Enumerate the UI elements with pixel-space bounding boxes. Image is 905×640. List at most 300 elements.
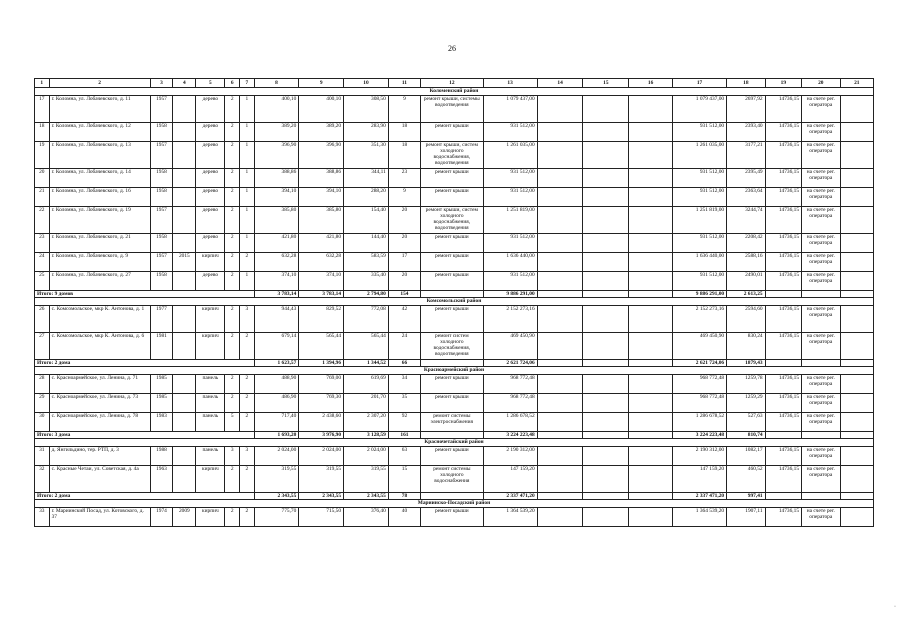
residential-area-cell: 769,00 [299,374,344,393]
empty-cell [840,332,873,359]
empty-cell [629,431,673,439]
private-area-cell: 154,40 [344,206,389,233]
owners-funds-cell: 931 512,00 [672,122,726,141]
row-number: 21 [35,187,50,206]
row-number: 33 [35,507,50,526]
column-number-row [35,79,874,88]
column-number-cell: 7 [240,79,255,88]
column-number-cell: 10 [344,79,389,88]
empty-cell [421,431,483,439]
residents-sum: 161 [388,431,420,439]
work-type-cell: ремонт крыши [421,446,483,465]
work-type-cell: ремонт крыши [421,271,483,290]
fund-cell [537,206,583,233]
work-type-cell: ремонт крыши [421,305,483,332]
limit-cost-cell: 14736,15 [765,374,801,393]
wall-material-cell: кирпич [196,507,225,526]
residents-cell: 63 [388,446,420,465]
entrances-cell: 2 [240,332,255,359]
total-label: Итого: 9 домов [35,290,255,298]
residential-area-sum: 1 394,96 [299,359,344,367]
account-cell: на счете рег. оператора [802,206,841,233]
unit-cost-cell: 3177,21 [727,141,766,168]
empty-cell [537,431,583,439]
empty-cell [840,233,873,252]
owners-funds-cell: 147 159,20 [672,465,726,492]
row-number: 17 [35,95,50,122]
budget-cell [583,252,629,271]
fund-cell [537,305,583,332]
district-total-row [35,290,874,298]
repair-program-table [34,78,874,527]
year-reconstruction-cell [173,233,196,252]
empty-cell [802,290,841,298]
year-reconstruction-cell [173,122,196,141]
empty-cell [840,465,873,492]
unit-cost-avg: 2 613,25 [727,290,766,298]
account-cell: на счете рег. оператора [802,141,841,168]
row-number: 25 [35,271,50,290]
row-number: 26 [35,305,50,332]
empty-cell [765,359,801,367]
year-built-cell: 1977 [150,305,173,332]
cost-sum: 2 621 724,06 [483,359,537,367]
limit-cost-cell: 14736,15 [765,393,801,412]
work-type-cell: ремонт крыши [421,168,483,187]
column-number-cell: 17 [672,79,726,88]
empty-cell [840,374,873,393]
floors-cell: 2 [225,141,240,168]
floors-cell: 2 [225,187,240,206]
empty-cell [840,492,873,500]
entrances-cell: 1 [240,168,255,187]
empty-cell [840,271,873,290]
account-cell: на счете рег. оператора [802,271,841,290]
unit-cost-avg: 1879,43 [727,359,766,367]
residents-cell: 20 [388,233,420,252]
floors-cell: 5 [225,412,240,431]
owners-funds-cell: 1 251 819,00 [672,206,726,233]
column-number-cell: 18 [727,79,766,88]
residents-cell: 24 [388,332,420,359]
total-area-cell: 775,70 [254,507,299,526]
private-area-cell: 335,40 [344,271,389,290]
empty-cell [840,431,873,439]
private-area-cell: 351,30 [344,141,389,168]
budget-cell [583,465,629,492]
empty-cell [629,290,673,298]
column-number-cell: 3 [150,79,173,88]
work-type-cell: ремонт системы холодного водоснабжения [421,465,483,492]
residents-cell: 20 [388,271,420,290]
residential-area-cell: 394,10 [299,187,344,206]
column-number-cell: 2 [49,79,150,88]
empty-cell [583,290,629,298]
total-cost-cell: 1 261 035,00 [483,141,537,168]
total-area-cell: 385,80 [254,206,299,233]
year-built-cell: 1957 [150,95,173,122]
empty-cell [802,359,841,367]
year-built-cell: 1958 [150,233,173,252]
table-row [35,393,874,412]
work-type-cell: ремонт системы электроснабжения [421,412,483,431]
account-cell: на счете рег. оператора [802,393,841,412]
residential-area-cell: 565,44 [299,332,344,359]
total-area-cell: 374,10 [254,271,299,290]
row-number: 31 [35,446,50,465]
entrances-cell: 1 [240,187,255,206]
account-cell: на счете рег. оператора [802,187,841,206]
wall-material-cell: панель [196,374,225,393]
empty-cell [421,290,483,298]
fund-cell [537,187,583,206]
limit-cost-cell: 14736,15 [765,271,801,290]
column-number-cell: 8 [254,79,299,88]
budget-cell [583,412,629,431]
floors-cell: 2 [225,252,240,271]
private-area-sum: 1 344,52 [344,359,389,367]
limit-cost-cell: 14736,15 [765,122,801,141]
wall-material-cell: кирпич [196,332,225,359]
empty-cell [583,359,629,367]
wall-material-cell: кирпич [196,305,225,332]
local-budget-cell [629,507,673,526]
fund-cell [537,271,583,290]
total-area-cell: 486,90 [254,393,299,412]
local-budget-cell [629,141,673,168]
empty-cell [583,431,629,439]
unit-cost-cell: 2588,16 [727,252,766,271]
private-area-cell: 2 307,20 [344,412,389,431]
entrances-cell: 1 [240,95,255,122]
wall-material-cell: панель [196,412,225,431]
residential-area-cell: 374,10 [299,271,344,290]
private-area-cell: 201,70 [344,393,389,412]
local-budget-cell [629,393,673,412]
wall-material-cell: дерево [196,122,225,141]
unit-cost-cell: 460,52 [727,465,766,492]
entrances-cell: 3 [240,305,255,332]
table-row [35,252,874,271]
row-number: 32 [35,465,50,492]
wall-material-cell: дерево [196,168,225,187]
empty-cell [840,252,873,271]
floors-cell: 2 [225,206,240,233]
floors-cell: 2 [225,305,240,332]
empty-cell [421,359,483,367]
owners-funds-cell: 469 450,90 [672,332,726,359]
private-area-cell: 144,40 [344,233,389,252]
address-cell: г. Коломна, ул. Лобачевского, д. 14 [49,168,150,187]
row-number: 29 [35,393,50,412]
residents-cell: 18 [388,122,420,141]
row-number: 24 [35,252,50,271]
year-reconstruction-cell [173,206,196,233]
table-row [35,141,874,168]
address-cell: г. Коломна, ул. Лобачевского, д. 12 [49,122,150,141]
address-cell: с. Красноармейское, ул. Ленина, д. 71 [49,374,150,393]
work-type-cell: ремонт крыши [421,393,483,412]
row-number: 19 [35,141,50,168]
owners-funds-sum: 2 337 471,20 [672,492,726,500]
table-row [35,95,874,122]
limit-cost-cell: 14736,15 [765,233,801,252]
residents-cell: 15 [388,465,420,492]
empty-cell [629,359,673,367]
total-label: Итого: 2 дома [35,492,255,500]
wall-material-cell: кирпич [196,465,225,492]
district-header-row [35,367,874,375]
residents-cell: 18 [388,141,420,168]
year-built-cell: 1958 [150,168,173,187]
total-cost-cell: 469 450,90 [483,332,537,359]
limit-cost-cell: 14736,15 [765,412,801,431]
total-area-cell: 389,20 [254,122,299,141]
row-number: 27 [35,332,50,359]
private-area-cell: 283,90 [344,122,389,141]
residential-area-cell: 715,50 [299,507,344,526]
entrances-cell: 1 [240,271,255,290]
entrances-cell: 1 [240,141,255,168]
total-cost-cell: 931 512,00 [483,187,537,206]
year-reconstruction-cell [173,95,196,122]
empty-cell [840,95,873,122]
table-row [35,271,874,290]
empty-cell [765,431,801,439]
owners-funds-sum: 2 621 724,06 [672,359,726,367]
local-budget-cell [629,206,673,233]
year-built-cell: 1958 [150,271,173,290]
row-number: 18 [35,122,50,141]
total-cost-cell: 931 512,00 [483,233,537,252]
row-number: 22 [35,206,50,233]
private-area-cell: 288,20 [344,187,389,206]
local-budget-cell [629,465,673,492]
total-area-cell: 400,10 [254,95,299,122]
owners-funds-cell: 968 772,48 [672,374,726,393]
row-number: 30 [35,412,50,431]
owners-funds-sum: 9 886 291,00 [672,290,726,298]
floors-cell: 2 [225,507,240,526]
floors-cell: 2 [225,393,240,412]
total-area-cell: 488,90 [254,374,299,393]
table-row [35,332,874,359]
empty-cell [583,492,629,500]
total-area-cell: 632,28 [254,252,299,271]
fund-cell [537,507,583,526]
address-cell: г. Мариинский Посад, ул. Котовского, д. 37 [49,507,150,526]
table-row [35,168,874,187]
limit-cost-cell: 14736,15 [765,206,801,233]
floors-cell: 3 [225,446,240,465]
budget-cell [583,141,629,168]
year-reconstruction-cell [173,374,196,393]
unit-cost-cell: 2490,01 [727,271,766,290]
private-area-cell: 319,55 [344,465,389,492]
residents-cell: 92 [388,412,420,431]
budget-cell [583,507,629,526]
address-cell: г. Коломна, ул. Лобачевского, д. 13 [49,141,150,168]
account-cell: на счете рег. оператора [802,507,841,526]
unit-cost-cell: 1082,17 [727,446,766,465]
limit-cost-cell: 14736,15 [765,95,801,122]
empty-cell [537,290,583,298]
total-area-cell: 944,43 [254,305,299,332]
floors-cell: 2 [225,95,240,122]
residential-area-cell: 389,20 [299,122,344,141]
year-built-cell: 1988 [150,446,173,465]
budget-cell [583,332,629,359]
limit-cost-cell: 14736,15 [765,305,801,332]
entrances-cell: 3 [240,446,255,465]
budget-cell [583,446,629,465]
year-reconstruction-cell [173,168,196,187]
column-number-cell: 15 [583,79,629,88]
row-number: 28 [35,374,50,393]
page-number: 26 [448,44,456,53]
total-cost-cell: 968 772,48 [483,374,537,393]
private-area-sum: 2 794,80 [344,290,389,298]
cost-sum: 2 337 471,20 [483,492,537,500]
district-header-row [35,439,874,447]
limit-cost-cell: 14736,15 [765,187,801,206]
table-row [35,465,874,492]
column-number-cell: 16 [629,79,673,88]
limit-cost-cell: 14736,15 [765,465,801,492]
local-budget-cell [629,271,673,290]
total-cost-cell: 968 772,48 [483,393,537,412]
fund-cell [537,122,583,141]
residential-area-cell: 421,80 [299,233,344,252]
unit-cost-cell: 1259,29 [727,393,766,412]
empty-cell [765,290,801,298]
floors-cell: 2 [225,465,240,492]
district-name: Коломенский район [35,88,874,96]
empty-cell [765,492,801,500]
account-cell: на счете рег. оператора [802,95,841,122]
account-cell: на счете рег. оператора [802,168,841,187]
column-number-cell: 5 [196,79,225,88]
total-area-sum: 2 343,55 [254,492,299,500]
owners-funds-cell: 931 512,00 [672,271,726,290]
total-area-cell: 388,86 [254,168,299,187]
column-number-cell: 13 [483,79,537,88]
unit-cost-cell: 3244,74 [727,206,766,233]
residential-area-cell: 400,10 [299,95,344,122]
district-total-row [35,431,874,439]
wall-material-cell: панель [196,446,225,465]
residents-cell: 42 [388,305,420,332]
unit-cost-avg: 997,41 [727,492,766,500]
budget-cell [583,122,629,141]
residents-sum: 154 [388,290,420,298]
total-area-cell: 394,10 [254,187,299,206]
limit-cost-cell: 14736,15 [765,507,801,526]
floors-cell: 2 [225,271,240,290]
wall-material-cell: дерево [196,187,225,206]
work-type-cell: ремонт систем холодного водоснабжения, водоотведения [421,332,483,359]
cost-sum: 3 224 223,48 [483,431,537,439]
residents-sum: 78 [388,492,420,500]
unit-cost-cell: 2208,42 [727,233,766,252]
work-type-cell: ремонт крыши, систем холодного водоснабжения, водоотведения [421,141,483,168]
account-cell: на счете рег. оператора [802,412,841,431]
column-number-cell: 21 [840,79,873,88]
budget-cell [583,95,629,122]
district-header-row [35,298,874,306]
account-cell: на счете рег. оператора [802,233,841,252]
floors-cell: 2 [225,168,240,187]
year-built-cell: 1963 [150,465,173,492]
work-type-cell: ремонт крыши [421,507,483,526]
empty-cell [840,290,873,298]
budget-cell [583,168,629,187]
entrances-cell: 1 [240,233,255,252]
local-budget-cell [629,233,673,252]
year-built-cell: 1957 [150,141,173,168]
budget-cell [583,187,629,206]
budget-cell [583,271,629,290]
owners-funds-cell: 931 512,00 [672,168,726,187]
private-area-cell: 376,40 [344,507,389,526]
entrances-cell: 2 [240,374,255,393]
private-area-cell: 2 024,00 [344,446,389,465]
private-area-cell: 308,50 [344,95,389,122]
residential-area-cell: 385,80 [299,206,344,233]
entrances-cell: 2 [240,507,255,526]
address-cell: с. Комсомольское, мкр К. Антонова, д. 1 [49,305,150,332]
residents-cell: 9 [388,95,420,122]
residents-cell: 35 [388,393,420,412]
floors-cell: 2 [225,233,240,252]
table-row [35,233,874,252]
address-cell: д. Янгильдино, тер. РТП, д. 3 [49,446,150,465]
unit-cost-cell: 1907,11 [727,507,766,526]
address-cell: г. Коломна, ул. Лобачевского, д. 19 [49,206,150,233]
table-row [35,507,874,526]
empty-cell [840,168,873,187]
empty-cell [537,492,583,500]
entrances-cell: 1 [240,122,255,141]
empty-cell [840,305,873,332]
work-type-cell: ремонт крыши [421,374,483,393]
year-built-cell: 1983 [150,412,173,431]
fund-cell [537,332,583,359]
residents-cell: 40 [388,507,420,526]
column-number-cell: 9 [299,79,344,88]
local-budget-cell [629,305,673,332]
district-total-row [35,492,874,500]
account-cell: на счете рег. оператора [802,446,841,465]
empty-cell [802,492,841,500]
empty-cell [840,507,873,526]
limit-cost-cell: 14736,15 [765,168,801,187]
address-cell: г. Коломна, ул. Лобачевского, д. 21 [49,233,150,252]
budget-cell [583,305,629,332]
work-type-cell: ремонт крыши [421,122,483,141]
total-area-sum: 1 693,20 [254,431,299,439]
empty-cell [840,446,873,465]
owners-funds-cell: 1 364 539,20 [672,507,726,526]
total-cost-cell: 931 512,00 [483,271,537,290]
fund-cell [537,95,583,122]
year-built-cell: 1981 [150,332,173,359]
local-budget-cell [629,187,673,206]
empty-cell [537,359,583,367]
unit-cost-cell: 2697,92 [727,95,766,122]
year-reconstruction-cell [173,465,196,492]
year-reconstruction-cell [173,141,196,168]
